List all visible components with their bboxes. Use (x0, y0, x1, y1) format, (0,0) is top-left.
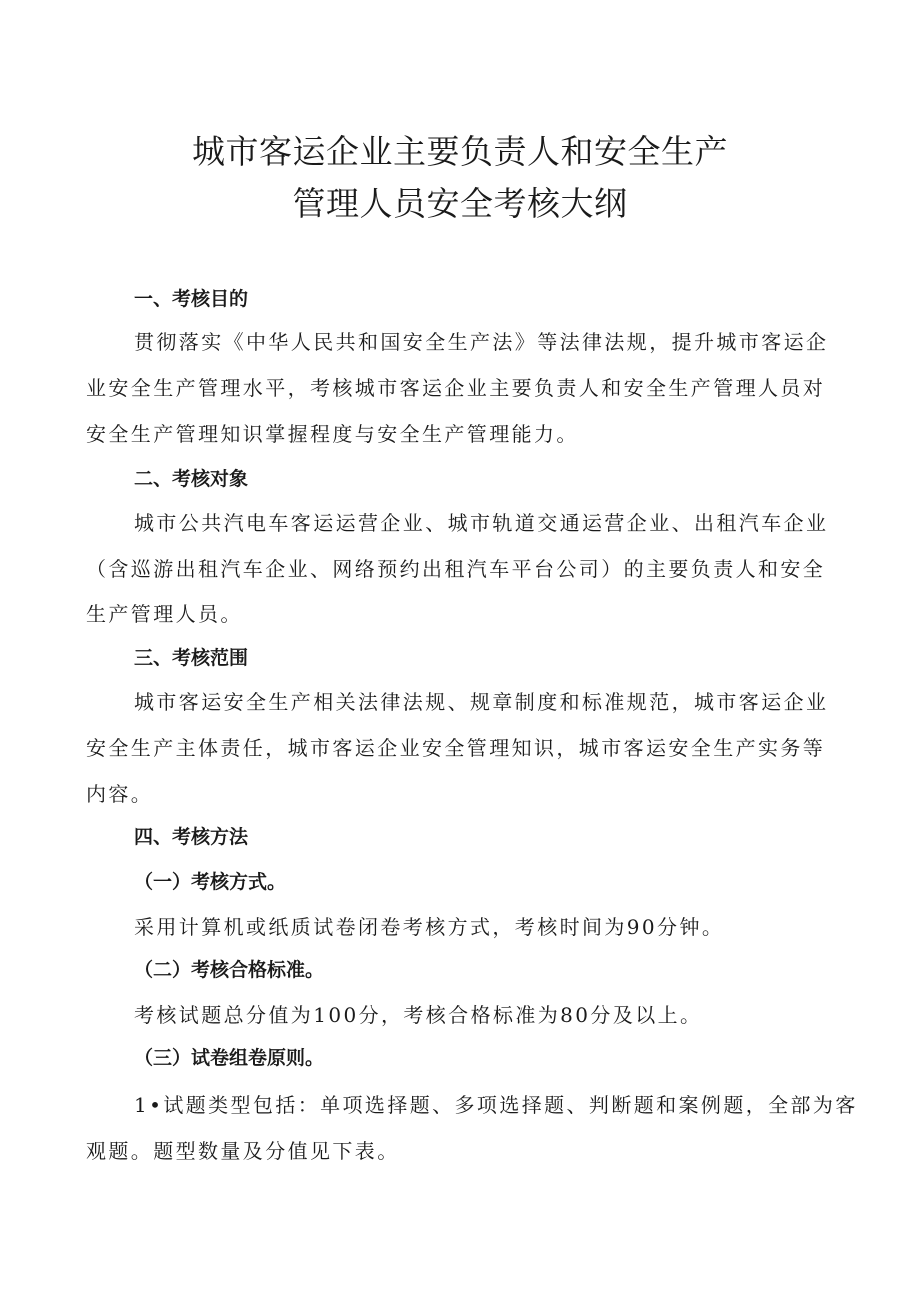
paragraph-line: 1•试题类型包括：单项选择题、多项选择题、判断题和案例题，全部为客 (134, 1093, 858, 1117)
paragraph-line: 贯彻落实《中华人民共和国安全生产法》等法律法规，提升城市客运企 (134, 330, 829, 354)
paragraph-line: 内容。 (86, 782, 154, 806)
paragraph-line: 城市客运安全生产相关法律法规、规章制度和标准规范，城市客运企业 (134, 690, 829, 714)
paragraph-line: 观题。题型数量及分值见下表。 (86, 1139, 400, 1163)
section-heading-purpose: 一、考核目的 (134, 288, 249, 310)
section-heading-scope: 三、考核范围 (134, 647, 249, 669)
section-heading-method: 四、考核方法 (134, 826, 249, 848)
paragraph-line: （含巡游出租汽车企业、网络预约出租汽车平台公司）的主要负责人和安全 (86, 557, 826, 581)
paragraph-line: 生产管理人员。 (86, 602, 243, 626)
paragraph-line: 采用计算机或纸质试卷闭卷考核方式，考核时间为90分钟。 (134, 915, 725, 939)
paragraph-line: 考核试题总分值为100分，考核合格标准为80分及以上。 (134, 1003, 703, 1027)
document-title-line-2: 管理人员安全考核大纲 (292, 184, 628, 223)
subsection-heading-paper-principle: （三）试卷组卷原则。 (134, 1047, 325, 1069)
document-title-line-1: 城市客运企业主要负责人和安全生产 (192, 132, 728, 171)
paragraph-line: 城市公共汽电车客运运营企业、城市轨道交通运营企业、出租汽车企业 (134, 511, 829, 535)
subsection-heading-pass-standard: （二）考核合格标准。 (134, 959, 325, 981)
paragraph-line: 业安全生产管理水平，考核城市客运企业主要负责人和安全生产管理人员对 (86, 376, 826, 400)
subsection-heading-mode: （一）考核方式。 (134, 871, 287, 893)
section-heading-target: 二、考核对象 (134, 468, 249, 490)
paragraph-line: 安全生产主体责任，城市客运企业安全管理知识，城市客运安全生产实务等 (86, 736, 826, 760)
paragraph-line: 安全生产管理知识掌握程度与安全生产管理能力。 (86, 422, 579, 446)
